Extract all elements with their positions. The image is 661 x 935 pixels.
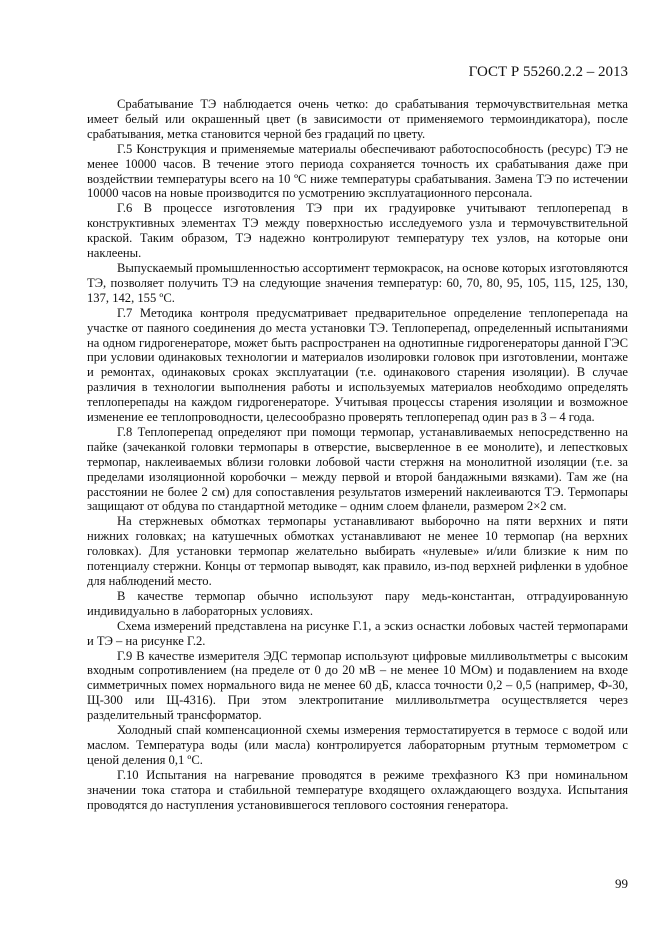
paragraph: Г.10 Испытания на нагревание проводятся в режиме трехфазного КЗ при номинальном значении тока статора и стабильной температуре входящего охлаждающего воздуха. Испытания проводятся до наступления установившегося теплового состояния генератора. xyxy=(87,767,628,812)
paragraph: Г.5 Конструкция и применяемые материалы обеспечивают работоспособность (ресурс) ТЭ не менее 10000 часов. В течение этого периода сохраняется точность их срабатывания даже при воздействии температуры всего на 10 ºС ниже температуры срабатывания. Замена ТЭ по истечении 10000 часов на новые производится по усмотрению эксплуатационного персонала. xyxy=(87,141,628,201)
paragraph: Г.9 В качестве измерителя ЭДС термопар используют цифровые милливольтметры с высоким входным сопротивлением (на пределе от 0 до 20 мВ – не менее 10 МОм) и подавлением на входе симметричных помех нормального вида не менее 60 дБ, класса точности 0,2 – 0,5 (например, Ф-30, Щ-300 или Щ-4316). При этом электропитание милливольтметра осуществляется через разделительный трансформатор. xyxy=(87,648,628,723)
paragraph: На стержневых обмотках термопары устанавливают выборочно на пяти верхних и пяти нижних головках; на катушечных обмотках устанавливают не менее 10 термопар (на верхних головках). Для установки термопар желательно выбирать «нулевые» и/или близкие к ним по потенциалу стержни. Концы от термопар выводят, как правило, из-под верхней рифленки в удобное для наблюдений место. xyxy=(87,514,628,588)
paragraph: Выпускаемый промышленностью ассортимент термокрасок, на основе которых изготовляются ТЭ, позволяет получить ТЭ на следующие значения температур: 60, 70, 80, 95, 105, 115, 125, 130, 137, 142, 155 ºС. xyxy=(87,260,628,305)
paragraph: Г.8 Теплоперепад определяют при помощи термопар, устанавливаемых непосредственно на пайке (зачеканкой головки термопары в отверстие, высверленное в ее монолите), и лепестковых термопар, наклеиваемых вблизи головки лобовой части стержня на монолитной изоляции (т.е. за пределами изоляционной коробочки – между первой и второй бандажными вязками). Там же (на расстоянии не более 2 см) для сопоставления результатов измерений наклеиваются ТЭ. Термопары защищают от обдува по стандартной методике – одним слоем фланели, размером 2×2 см. xyxy=(87,424,628,514)
document-header: ГОСТ Р 55260.2.2 – 2013 xyxy=(468,64,628,80)
paragraph: Холодный спай компенсационной схемы измерения термостатируется в термосе с водой или маслом. Температура воды (или масла) контролируется лабораторным ртутным термометром с ценой деления 0,1 ºС. xyxy=(87,723,628,767)
paragraph: Г.6 В процессе изготовления ТЭ при их градуировке учитывают теплоперепад в конструктивных элементах ТЭ между поверхностью исследуемого узла и термочувствительной краской. Таким образом, ТЭ надежно контролируют температуру тех узлов, на которые они наклеены. xyxy=(87,201,628,261)
document-body xyxy=(87,97,628,813)
paragraph: В качестве термопар обычно используют пару медь-константан, отградуированную индивидуально в лабораторных условиях. xyxy=(87,588,628,618)
page-number: 99 xyxy=(615,876,628,891)
paragraph: Г.7 Методика контроля предусматривает предварительное определение теплоперепада на участке от паяного соединения до места установки ТЭ. Теплоперепад, определенный испытаниями на одном гидрогенераторе, может быть распространен на однотипные гидрогенераторы данной ГЭС при условии одинаковых технологии и материалов изолировки головок при изготовлении, монтаже и ремонтах, одинаковых сроках эксплуатации (т.е. одинакового старения изоляции). В случае различия в технологии выполнения работы и используемых материалов необходимо определять теплоперепады на каждом гидрогенераторе. Учитывая процессы старения изоляции и возможное изменение ее теплопроводности, целесообразно проверять теплоперепад один раз в 3 – 4 года. xyxy=(87,305,628,425)
paragraph: Срабатывание ТЭ наблюдается очень четко: до срабатывания термочувствительная метка имеет белый или окрашенный цвет (в зависимости от применяемого термоиндикатора), после срабатывания, метка становится черной без градаций по цвету. xyxy=(87,97,628,141)
paragraph: Схема измерений представлена на рисунке Г.1, а эскиз оснастки лобовых частей термопарами и ТЭ – на рисунке Г.2. xyxy=(87,618,628,648)
